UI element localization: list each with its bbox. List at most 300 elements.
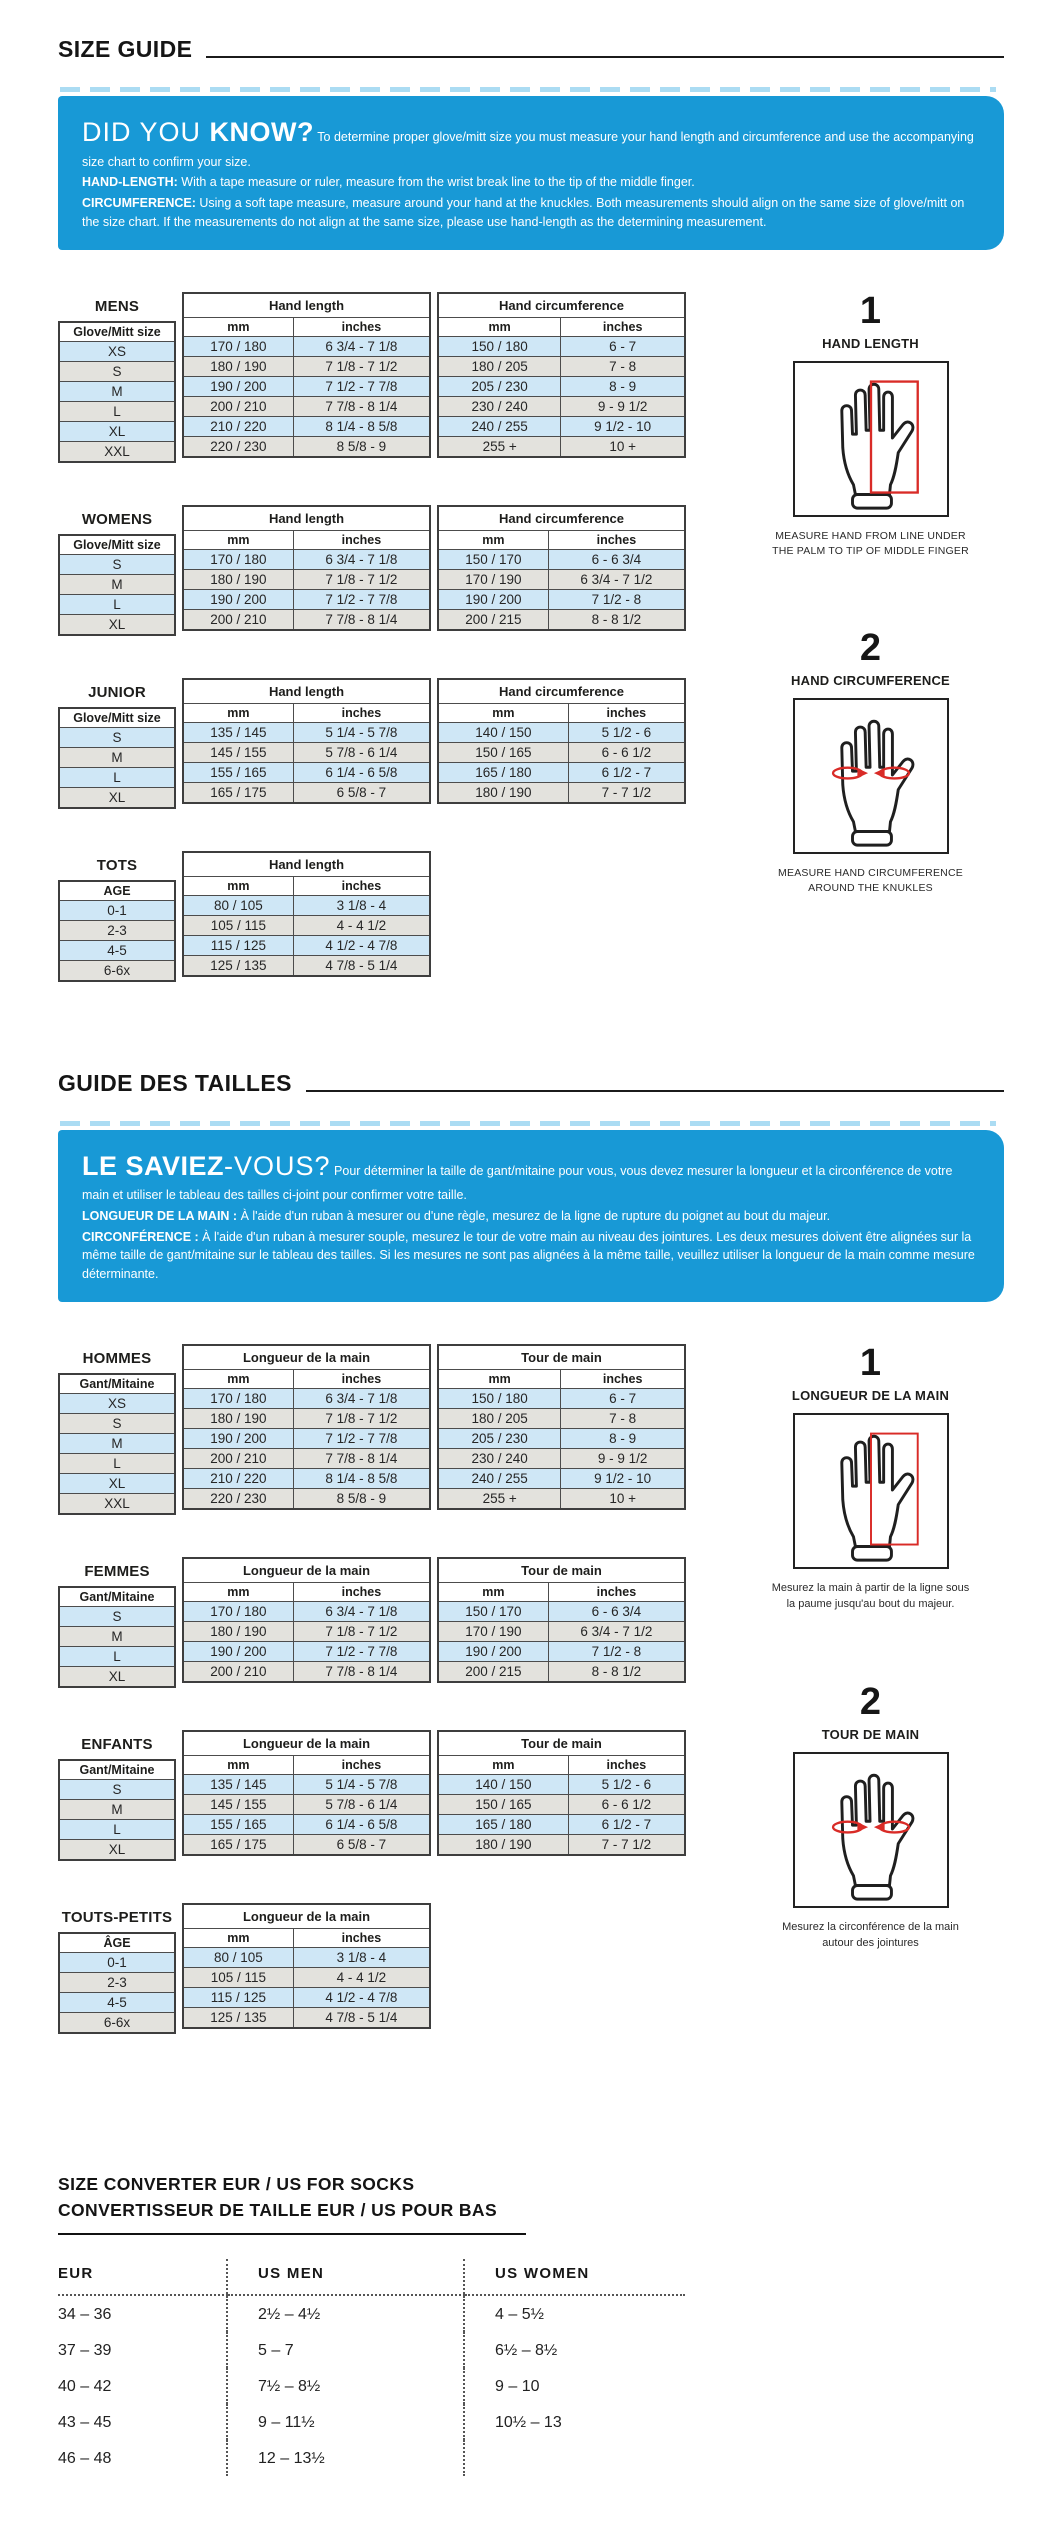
table-row [438, 1388, 685, 1408]
table-row [59, 1393, 175, 1413]
inches-header: inches [548, 530, 685, 549]
longueur-header: Longueur de la main [183, 1904, 430, 1929]
size-column-table [58, 1586, 176, 1688]
inches-cell: 6 - 6 3/4 [548, 1601, 685, 1621]
table-row [183, 1661, 430, 1682]
hand-circumference-header: Hand circumference [438, 506, 685, 531]
table-row [183, 1621, 430, 1641]
figure-caption: MEASURE HAND CIRCUMFERENCE AROUND THE KNUKLES [778, 866, 963, 895]
age-cell: 0-1 [59, 900, 175, 920]
table-row [183, 376, 430, 396]
inches-cell: 7 1/2 - 7 7/8 [293, 1428, 430, 1448]
size-cell: XXL [59, 1493, 175, 1514]
table-row [183, 416, 430, 436]
mm-header: mm [183, 703, 293, 722]
us-women-cell: 6½ – 8½ [464, 2332, 685, 2368]
inches-cell: 6 3/4 - 7 1/8 [293, 1388, 430, 1408]
figure-caption: MEASURE HAND FROM LINE UNDER THE PALM TO TIP OF MIDDLE FINGER [772, 529, 969, 557]
table-row [59, 421, 175, 441]
table-row [438, 782, 685, 803]
tour-de-main-table [437, 1730, 686, 1856]
hand-length-table [182, 292, 431, 458]
tables-column-fr [58, 1344, 680, 2076]
size-cell: L [59, 1453, 175, 1473]
mm-cell: 200 / 215 [438, 609, 548, 630]
mm-cell: 155 / 165 [183, 762, 293, 782]
tour-de-main-header: Tour de main [438, 1558, 685, 1583]
socks-table [58, 2259, 685, 2476]
inches-cell: 7 1/8 - 7 1/2 [293, 569, 430, 589]
mm-cell: 180 / 190 [183, 356, 293, 376]
inches-cell: 9 - 9 1/2 [561, 1448, 685, 1468]
did-you-know-box [58, 96, 1004, 250]
mm-cell: 165 / 175 [183, 1834, 293, 1855]
table-row [59, 1799, 175, 1819]
table-row [438, 609, 685, 630]
figure-title: HAND LENGTH [822, 335, 919, 351]
hand-circumference-table [437, 505, 686, 631]
mm-cell: 190 / 200 [183, 1428, 293, 1448]
table-row [183, 1814, 430, 1834]
mm-cell: 125 / 135 [183, 955, 293, 976]
longueur-header: Longueur de la main [183, 1558, 430, 1583]
section-fr [58, 1070, 1004, 2076]
inches-cell: 6 3/4 - 7 1/8 [293, 1601, 430, 1621]
mm-cell: 150 / 180 [438, 336, 561, 356]
inches-cell: 8 - 9 [561, 1428, 685, 1448]
us-men-cell: 2½ – 4½ [227, 2295, 464, 2332]
eur-cell: 43 – 45 [58, 2414, 112, 2432]
figures-column-en [768, 289, 973, 897]
mm-cell: 165 / 175 [183, 782, 293, 803]
table-label: MENS [94, 297, 140, 315]
table-row [59, 727, 175, 747]
inches-cell: 7 - 7 1/2 [568, 782, 685, 803]
us-women-cell: 9 – 10 [464, 2368, 685, 2404]
table-row [59, 2012, 175, 2033]
mm-cell: 145 / 155 [183, 742, 293, 762]
us-women-cell [464, 2440, 685, 2476]
figure-title: HAND CIRCUMFERENCE [791, 672, 950, 688]
size-column-header: Glove/Mitt size [59, 322, 175, 342]
inches-cell: 8 - 9 [561, 376, 685, 396]
size-cell: XL [59, 1666, 175, 1687]
size-cell: M [59, 574, 175, 594]
mm-cell: 180 / 190 [183, 1408, 293, 1428]
inches-cell: 6 3/4 - 7 1/8 [293, 336, 430, 356]
size-cell: L [59, 401, 175, 421]
inches-cell: 7 1/2 - 8 [548, 589, 685, 609]
table-row [438, 1641, 685, 1661]
mm-cell: 205 / 230 [438, 1428, 561, 1448]
table-row [183, 356, 430, 376]
figure-number: 2 [859, 1680, 882, 1723]
table-row [183, 955, 430, 976]
size-guide-title [58, 36, 1004, 63]
table-row [183, 336, 430, 356]
mm-header: mm [438, 703, 568, 722]
mm-header: mm [438, 317, 561, 336]
table-row [183, 1388, 430, 1408]
longueur-table [182, 1344, 431, 1510]
size-cell: XS [59, 1393, 175, 1413]
hand-circumference-header: Hand circumference [438, 679, 685, 704]
eur-cell: 34 – 36 [58, 2306, 112, 2324]
size-cell: S [59, 1413, 175, 1433]
table-row [59, 441, 175, 462]
mm-cell: 135 / 145 [183, 1774, 293, 1794]
table-row [183, 1834, 430, 1855]
info-circumference [82, 194, 978, 232]
table-row [59, 1433, 175, 1453]
info-l2-text: À l'aide d'un ruban à mesurer souple, mesurez le tour de votre main au niveau des jointures. Les deux mesures doivent être alignées sur la même taille de gant/mitaine sur le tableau des tailles. Si les mesures ne sont pas alignées à la même taille, veuillez utiliser la longueur de la main comme mesure déterminante. [82, 1229, 975, 1281]
inches-cell: 7 1/2 - 7 7/8 [293, 1641, 430, 1661]
longueur-table [182, 1557, 431, 1683]
table-row [438, 436, 685, 457]
table-row [59, 1606, 175, 1626]
size-cell: M [59, 747, 175, 767]
hand-circumference-illustration [793, 698, 949, 854]
title-rule [306, 1090, 1004, 1092]
inches-cell: 5 7/8 - 6 1/4 [293, 742, 430, 762]
info-lead-light: -VOUS? [224, 1150, 331, 1181]
tots-table-group [58, 851, 680, 982]
table-label: JUNIOR [88, 683, 146, 701]
inches-cell: 7 1/8 - 7 1/2 [293, 1621, 430, 1641]
size-cell: XS [59, 341, 175, 361]
tables-column-en [58, 292, 680, 1024]
size-cell: XL [59, 787, 175, 808]
inches-cell: 8 - 8 1/2 [548, 609, 685, 630]
table-row [438, 1448, 685, 1468]
table-label: HOMMES [82, 1349, 152, 1367]
info-lead-light: DID YOU [82, 117, 210, 147]
table-row [438, 722, 685, 742]
inches-cell: 9 1/2 - 10 [561, 416, 685, 436]
longueur-header: Longueur de la main [183, 1345, 430, 1370]
table-row [438, 569, 685, 589]
mm-cell: 150 / 180 [438, 1388, 561, 1408]
size-cell: M [59, 381, 175, 401]
mm-cell: 190 / 200 [438, 589, 548, 609]
inches-header: inches [561, 317, 685, 336]
mm-cell: 240 / 255 [438, 1468, 561, 1488]
socks-row [58, 2440, 685, 2476]
table-row [59, 381, 175, 401]
mm-cell: 150 / 165 [438, 1794, 568, 1814]
eur-cell: 37 – 39 [58, 2342, 112, 2360]
info-hand-length [82, 173, 978, 192]
inches-header: inches [293, 1928, 430, 1947]
inches-cell: 8 1/4 - 8 5/8 [293, 1468, 430, 1488]
table-row [59, 1839, 175, 1860]
table-row [183, 935, 430, 955]
mm-cell: 200 / 210 [183, 396, 293, 416]
inches-cell: 9 1/2 - 10 [561, 1468, 685, 1488]
table-row [59, 920, 175, 940]
inches-header: inches [293, 1755, 430, 1774]
size-cell: L [59, 1819, 175, 1839]
longueur-illustration [793, 1413, 949, 1569]
le-saviez-vous-box [58, 1130, 1004, 1302]
size-column-table [58, 1373, 176, 1515]
table-row [59, 614, 175, 635]
info-lead-bold: KNOW? [209, 117, 315, 147]
table-row [59, 767, 175, 787]
inches-cell: 8 - 8 1/2 [548, 1661, 685, 1682]
mm-header: mm [183, 876, 293, 895]
hand-outline-icon [801, 1757, 941, 1903]
inches-cell: 5 1/2 - 6 [568, 722, 685, 742]
inches-cell: 6 - 6 3/4 [548, 549, 685, 569]
size-column-table [58, 1932, 176, 2034]
tour-de-main-header: Tour de main [438, 1345, 685, 1370]
size-column-table [58, 880, 176, 982]
tour-de-main-illustration [793, 1752, 949, 1908]
inches-header: inches [568, 703, 685, 722]
page-title: SIZE GUIDE [58, 36, 193, 62]
size-cell: XL [59, 1839, 175, 1860]
socks-row [58, 2332, 685, 2368]
inches-header: inches [293, 530, 430, 549]
table-row [183, 782, 430, 803]
inches-cell: 8 1/4 - 8 5/8 [293, 416, 430, 436]
table-row [59, 1453, 175, 1473]
page-title-fr: GUIDE DES TAILLES [58, 1069, 292, 1096]
age-cell: 6-6x [59, 2012, 175, 2033]
inches-cell: 6 - 6 1/2 [568, 1794, 685, 1814]
table-row [183, 722, 430, 742]
socks-header-eur: EUR [58, 2259, 227, 2295]
table-row [59, 574, 175, 594]
mm-cell: 150 / 165 [438, 742, 568, 762]
table-row [59, 1992, 175, 2012]
mm-cell: 180 / 190 [438, 1834, 568, 1855]
table-row [183, 1601, 430, 1621]
table-row [438, 1468, 685, 1488]
mm-cell: 180 / 205 [438, 1408, 561, 1428]
inches-cell: 6 - 6 1/2 [568, 742, 685, 762]
socks-row [58, 2404, 685, 2440]
eur-cell: 46 – 48 [58, 2450, 112, 2468]
inches-cell: 7 7/8 - 8 1/4 [293, 609, 430, 630]
mm-cell: 105 / 115 [183, 915, 293, 935]
inches-cell: 5 1/4 - 5 7/8 [293, 1774, 430, 1794]
figure-caption: Mesurez la circonférence de la main autour des jointures [782, 1920, 959, 1949]
table-row [183, 895, 430, 915]
inches-cell: 7 1/2 - 8 [548, 1641, 685, 1661]
mm-cell: 230 / 240 [438, 396, 561, 416]
info-l1-label: HAND-LENGTH: [82, 175, 178, 190]
inches-cell: 4 7/8 - 5 1/4 [293, 2007, 430, 2028]
size-cell: S [59, 727, 175, 747]
inches-cell: 6 - 7 [561, 1388, 685, 1408]
hand-circumference-table [437, 292, 686, 458]
mm-cell: 125 / 135 [183, 2007, 293, 2028]
info-longueur [82, 1207, 978, 1226]
inches-cell: 7 - 8 [561, 356, 685, 376]
inches-cell: 6 1/4 - 6 5/8 [293, 1814, 430, 1834]
perforation-strip [60, 87, 996, 92]
mm-cell: 190 / 200 [183, 589, 293, 609]
table-row [438, 742, 685, 762]
inches-header: inches [548, 1582, 685, 1601]
mm-cell: 165 / 180 [438, 762, 568, 782]
table-row [438, 1794, 685, 1814]
mm-header: mm [183, 1582, 293, 1601]
table-row [59, 1779, 175, 1799]
size-column-header: Glove/Mitt size [59, 708, 175, 728]
inches-cell: 7 7/8 - 8 1/4 [293, 396, 430, 416]
mm-header: mm [438, 1582, 548, 1601]
age-cell: 4-5 [59, 1992, 175, 2012]
mm-cell: 170 / 180 [183, 549, 293, 569]
inches-cell: 6 3/4 - 7 1/2 [548, 1621, 685, 1641]
inches-header: inches [568, 1755, 685, 1774]
table-row [183, 1774, 430, 1794]
enfants-table-group [58, 1730, 680, 1861]
mm-cell: 180 / 205 [438, 356, 561, 376]
hand-outline-icon [801, 366, 941, 512]
table-row [438, 416, 685, 436]
mm-header: mm [438, 1369, 561, 1388]
mm-cell: 105 / 115 [183, 1967, 293, 1987]
table-row [183, 396, 430, 416]
size-column-table [58, 707, 176, 809]
mm-cell: 115 / 125 [183, 935, 293, 955]
inches-cell: 7 1/2 - 7 7/8 [293, 376, 430, 396]
mm-cell: 80 / 105 [183, 895, 293, 915]
hand-outline-icon [801, 1418, 941, 1564]
socks-title-en: SIZE CONVERTER EUR / US FOR SOCKS [58, 2173, 415, 2194]
us-men-cell: 7½ – 8½ [227, 2368, 464, 2404]
inches-cell: 5 1/2 - 6 [568, 1774, 685, 1794]
inches-cell: 10 + [561, 436, 685, 457]
size-cell: M [59, 1433, 175, 1453]
hand-circumference-header: Hand circumference [438, 293, 685, 318]
hommes-table-group [58, 1344, 680, 1515]
table-row [438, 1814, 685, 1834]
us-men-cell: 9 – 11½ [227, 2404, 464, 2440]
mm-cell: 255 + [438, 436, 561, 457]
inches-cell: 8 5/8 - 9 [293, 1488, 430, 1509]
info-l2-label: CIRCUMFERENCE: [82, 196, 196, 210]
hand-length-header: Hand length [183, 679, 430, 704]
mm-cell: 145 / 155 [183, 1794, 293, 1814]
socks-header-us-women: US WOMEN [464, 2259, 685, 2295]
table-row [59, 900, 175, 920]
longueur-figure [768, 1341, 973, 1613]
size-column-table [58, 1759, 176, 1861]
table-row [183, 742, 430, 762]
info-l2-label: CIRCONFÉRENCE : [82, 1229, 199, 1244]
size-column-table [58, 534, 176, 636]
size-cell: XL [59, 1473, 175, 1493]
info-intro [82, 1146, 978, 1205]
table-label: ENFANTS [81, 1735, 153, 1753]
size-cell: M [59, 1799, 175, 1819]
table-row [59, 1646, 175, 1666]
info-l1-label: LONGUEUR DE LA MAIN : [82, 1208, 238, 1223]
info-lead-bold: LE SAVIEZ [82, 1150, 225, 1181]
mm-cell: 180 / 190 [438, 782, 568, 803]
size-cell: S [59, 361, 175, 381]
mm-header: mm [183, 1369, 293, 1388]
table-row [59, 787, 175, 808]
mm-cell: 155 / 165 [183, 1814, 293, 1834]
inches-cell: 6 - 7 [561, 336, 685, 356]
mm-cell: 210 / 220 [183, 1468, 293, 1488]
mm-cell: 170 / 180 [183, 336, 293, 356]
inches-cell: 8 5/8 - 9 [293, 436, 430, 457]
table-row [183, 1468, 430, 1488]
table-row [59, 1473, 175, 1493]
table-row [183, 609, 430, 630]
inches-cell: 4 - 4 1/2 [293, 915, 430, 935]
table-label: TOTS [96, 856, 138, 874]
table-row [59, 1819, 175, 1839]
table-row [438, 589, 685, 609]
inches-cell: 6 5/8 - 7 [293, 1834, 430, 1855]
mm-cell: 220 / 230 [183, 1488, 293, 1509]
longueur-header: Longueur de la main [183, 1731, 430, 1756]
mm-cell: 165 / 180 [438, 1814, 568, 1834]
mm-cell: 200 / 210 [183, 609, 293, 630]
info-l1-text: With a tape measure or ruler, measure from the wrist break line to the tip of the middle finger. [177, 175, 695, 190]
mm-cell: 170 / 180 [183, 1601, 293, 1621]
mm-header: mm [183, 1755, 293, 1774]
mens-table-group [58, 292, 680, 463]
table-row [59, 361, 175, 381]
table-row [183, 1794, 430, 1814]
mm-cell: 135 / 145 [183, 722, 293, 742]
mm-cell: 200 / 215 [438, 1661, 548, 1682]
table-row [183, 1428, 430, 1448]
inches-cell: 6 5/8 - 7 [293, 782, 430, 803]
table-row [183, 1967, 430, 1987]
size-cell: XL [59, 614, 175, 635]
inches-cell: 9 - 9 1/2 [561, 396, 685, 416]
mm-cell: 180 / 190 [183, 1621, 293, 1641]
size-cell: L [59, 594, 175, 614]
table-label: TOUTS-PETITS [61, 1908, 173, 1926]
size-column-header: Glove/Mitt size [59, 535, 175, 555]
socks-row [58, 2368, 685, 2404]
perforation-strip [60, 1121, 996, 1126]
hand-length-header: Hand length [183, 293, 430, 318]
inches-cell: 3 1/8 - 4 [293, 895, 430, 915]
mm-header: mm [438, 530, 548, 549]
tour-de-main-table [437, 1344, 686, 1510]
mm-cell: 180 / 190 [183, 569, 293, 589]
hand-length-header: Hand length [183, 852, 430, 877]
mm-cell: 200 / 210 [183, 1661, 293, 1682]
tour-de-main-table [437, 1557, 686, 1683]
table-row [438, 1601, 685, 1621]
table-row [183, 1947, 430, 1967]
mm-cell: 190 / 200 [183, 1641, 293, 1661]
mm-cell: 240 / 255 [438, 416, 561, 436]
table-row [183, 1448, 430, 1468]
info-intro-text: Pour déterminer la taille de gant/mitaine pour vous, vous devez mesurer la longueur et la circonférence de votre main et utiliser le tableau des tailles ci-joint pour confirmer votre taille. [82, 1163, 953, 1202]
inches-cell: 6 3/4 - 7 1/2 [548, 569, 685, 589]
inches-cell: 7 1/8 - 7 1/2 [293, 1408, 430, 1428]
table-row [438, 1834, 685, 1855]
tour-de-main-header: Tour de main [438, 1731, 685, 1756]
inches-cell: 6 1/2 - 7 [568, 1814, 685, 1834]
mm-header: mm [183, 317, 293, 336]
longueur-table [182, 1903, 431, 2029]
